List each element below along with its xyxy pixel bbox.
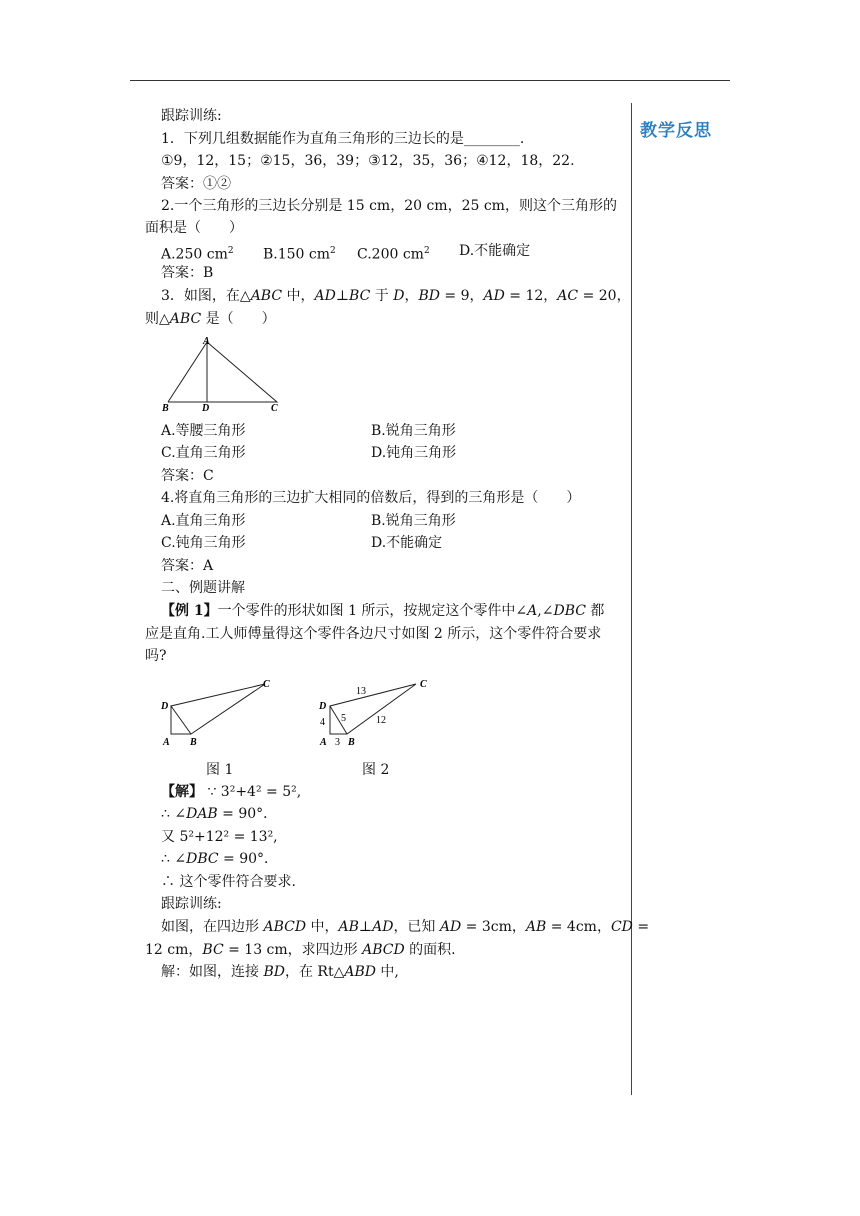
q3-stem-line1: 3．如图，在△ABC 中，AD⊥BC 于 D，BD = 9，AD = 12，AC = 20， [161,288,631,304]
fig2-label-a: A [320,737,327,748]
q2-stem-line1: 2.一个三角形的三边长分别是 15 cm，20 cm，25 cm，则这个三角形的 [161,198,617,214]
section-heading: 二、例题讲解 [161,580,245,596]
example-figure-2 [310,672,450,752]
fig2-caption: 图 2 [362,762,390,778]
fig2-length-3: 3 [335,737,340,748]
q2-answer: 答案：B [161,265,214,281]
q4-answer: 答案：A [161,558,214,574]
fig2-length-4: 4 [320,717,325,728]
fig2-label-b: B [348,737,355,748]
fig1-label-d: D [161,701,169,712]
fig-label-a: A [203,336,210,347]
solution-line1: 【解】 ∵ 3²+4² = 5², [161,784,302,800]
example1-line3: 吗? [145,648,167,664]
q1-answer: 答案：①② [161,176,231,192]
q3-option-b: B.锐角三角形 [371,423,456,439]
solution-line4: ∴ ∠DBC = 90°． [161,851,279,867]
example1-line2: 应是直角.工人师傅量得这个零件各边尺寸如图 2 所示，这个零件符合要求 [145,626,602,642]
q4-stem: 4.将直角三角形的三边扩大相同的倍数后，得到的三角形是（ ） [161,490,581,506]
fig2-label-d: D [319,701,327,712]
q4-option-b: B.锐角三角形 [371,513,456,529]
q2-option-a: A.250 $cm^2$ [161,246,234,263]
reflection-column-title: 教学反思 [640,121,712,141]
fig1-caption: 图 1 [206,762,234,778]
fig2-length-12: 12 [376,715,386,726]
follow2-line2: 12 cm，BC = 13 cm，求四边形 ABCD 的面积. [145,942,456,958]
fig-label-b: B [162,403,169,414]
q1-options: ①9，12，15；②15，36，39；③12，35，36；④12，18，22. [161,153,575,169]
fig2-length-5: 5 [341,713,346,724]
q3-option-d: D.钝角三角形 [371,445,457,461]
q1-stem: 1．下列几组数据能作为直角三角形的三边长的是________. [161,131,525,147]
q3-triangle-figure [155,332,295,414]
q2-option-c: C.200 $cm^2$ [357,246,430,263]
fig1-label-b: B [190,737,197,748]
q3-option-a: A.等腰三角形 [161,423,246,439]
solution-line2: ∴ ∠DAB = 90°． [161,806,278,822]
q4-option-a: A.直角三角形 [161,513,246,529]
example1-line1: 【例 1】一个零件的形状如图 1 所示，按规定这个零件中∠A,∠DBC 都 [161,603,605,619]
fig2-label-c: C [420,679,427,690]
header-rule [130,80,730,81]
solution-line3: 又 5²+12² = 13², [161,829,278,845]
follow2-line1: 如图，在四边形 ABCD 中，AB⊥AD，已知 AD = 3cm，AB = 4cm，CD = [161,919,650,935]
follow2-line3: 解：如图，连接 BD，在 Rt△ABD 中, [161,964,399,980]
fig-label-d: D [202,403,210,414]
q4-option-d: D.不能确定 [371,535,443,551]
fig1-label-a: A [163,737,170,748]
follow-training-heading: 跟踪训练: [161,108,222,124]
solution-line5: ∴ 这个零件符合要求. [161,874,296,890]
q2-stem-line2: 面积是（ ） [145,220,243,236]
q2-option-b: B.150 $cm^2$ [263,246,336,263]
q4-option-c: C.钝角三角形 [161,535,246,551]
q2-option-d: D.不能确定 [459,243,531,259]
example-figure-1 [155,672,285,752]
follow-training-heading-2: 跟踪训练: [161,896,222,912]
q3-answer: 答案：C [161,468,214,484]
margin-divider [631,103,632,1095]
q3-option-c: C.直角三角形 [161,445,246,461]
fig1-label-c: C [263,679,270,690]
fig-label-c: C [271,403,278,414]
fig2-length-13: 13 [356,686,366,697]
q3-stem-line2: 则△ABC 是（ ） [145,311,276,327]
